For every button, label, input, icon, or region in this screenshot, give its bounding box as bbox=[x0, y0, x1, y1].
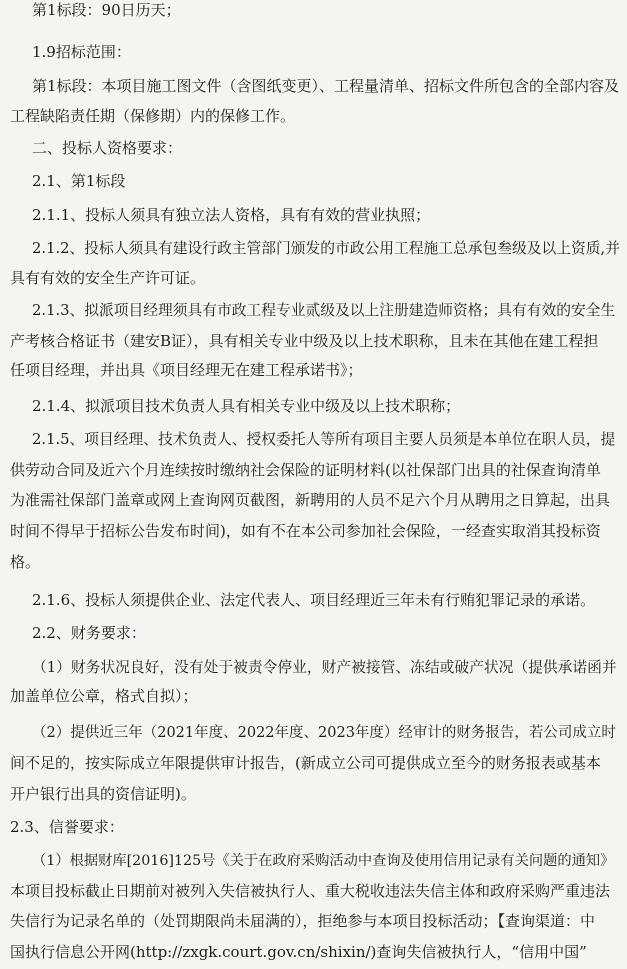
text-line: 工程缺陷责任期（保修期）内的保修工作。 bbox=[10, 107, 296, 125]
text-line: 2.1.3、拟派项目经理须具有市政工程专业贰级及以上注册建造师资格；具有有效的安全生 bbox=[32, 302, 616, 319]
text-line: 任项目经理，并出具《项目经理无在建工程承诺书》； bbox=[10, 361, 363, 379]
text-line: 第1标段：本项目施工图文件（含图纸变更）、工程量清单、招标文件所包含的全部内容及 bbox=[32, 77, 620, 95]
text-line: 间不足的，按实际成立年限提供审计报告，(新成立公司可提供成立至今的财务报表或基本 bbox=[10, 754, 601, 772]
text-line: 开户银行出具的资信证明)。 bbox=[10, 785, 196, 803]
text-line: 为准需社保部门盖章或网上查询网页截图，新聘用的人员不足六个月从聘用之日算起，出具 bbox=[10, 491, 611, 509]
text-line: 供劳动合同及近六个月连续按时缴纳社会保险的证明材料(以社保部门出具的社保查询清单 bbox=[10, 461, 601, 479]
text-line: 失信行为记录名单的（处罚期限尚未届满的），拒绝参与本项目投标活动；【查询渠道：中 bbox=[10, 912, 596, 930]
text-line: 格。 bbox=[10, 553, 41, 571]
section-heading: 1.9招标范围： bbox=[32, 43, 131, 61]
text-line: 产考核合格证书（建安B证），具有相关专业中级及以上技术职称，且未在其他在建工程担 bbox=[10, 332, 599, 350]
text-line: 2.1.2、投标人须具有建设行政主管部门颁发的市政公用工程施工总承包叁级及以上资质,并 bbox=[32, 240, 620, 257]
section-heading: 2.3、信誉要求： bbox=[10, 818, 124, 836]
section-heading: 二、投标人资格要求： bbox=[32, 139, 183, 157]
text-line: （2）提供近三年（2021年度、2022年度、2023年度）经审计的财务报告，若公司成立时 bbox=[32, 725, 616, 741]
section-heading: 2.2、财务要求： bbox=[32, 624, 146, 642]
text-line: 2.1.5、项目经理、技术负责人、授权委托人等所有项目主要人员须是本单位在职人员，提 bbox=[32, 431, 616, 448]
text-line: （1）财务状况良好，没有处于被责令停业，财产被接管、冻结或破产状况（提供承诺函并 bbox=[32, 659, 617, 676]
text-line: 时间不得早于招标公告发布时间)，如有不在本公司参加社会保险，一经查实取消其投标资 bbox=[10, 522, 601, 540]
text-line: 第1标段：90日历天； bbox=[32, 1, 181, 19]
text-line: 2.1.4、拟派项目技术负责人具有相关专业中级及以上技术职称； bbox=[32, 397, 461, 415]
text-line: 本项目投标截止日期前对被列入失信被执行人、重大税收违法失信主体和政府采购严重违法 bbox=[10, 882, 611, 900]
text-line: 国执行信息公开网(http://zxgk.court.gov.cn/shixin/)查询失信被执行人，“信用中国” bbox=[10, 943, 587, 961]
text-line: 具有有效的安全生产许可证。 bbox=[10, 269, 206, 287]
text-line: （1）根据财库[2016]125号《关于在政府采购活动中查询及使用信用记录有关问题的通知》 bbox=[32, 853, 615, 869]
text-line: 2.1.1、投标人须具有独立法人资格，具有有效的营业执照； bbox=[32, 206, 431, 224]
text-line: 加盖单位公章，格式自拟）； bbox=[10, 687, 198, 705]
text-line: 2.1.6、投标人须提供企业、法定代表人、项目经理近三年未有行贿犯罪记录的承诺。 bbox=[32, 591, 596, 609]
section-heading: 2.1、第1标段 bbox=[32, 172, 126, 190]
